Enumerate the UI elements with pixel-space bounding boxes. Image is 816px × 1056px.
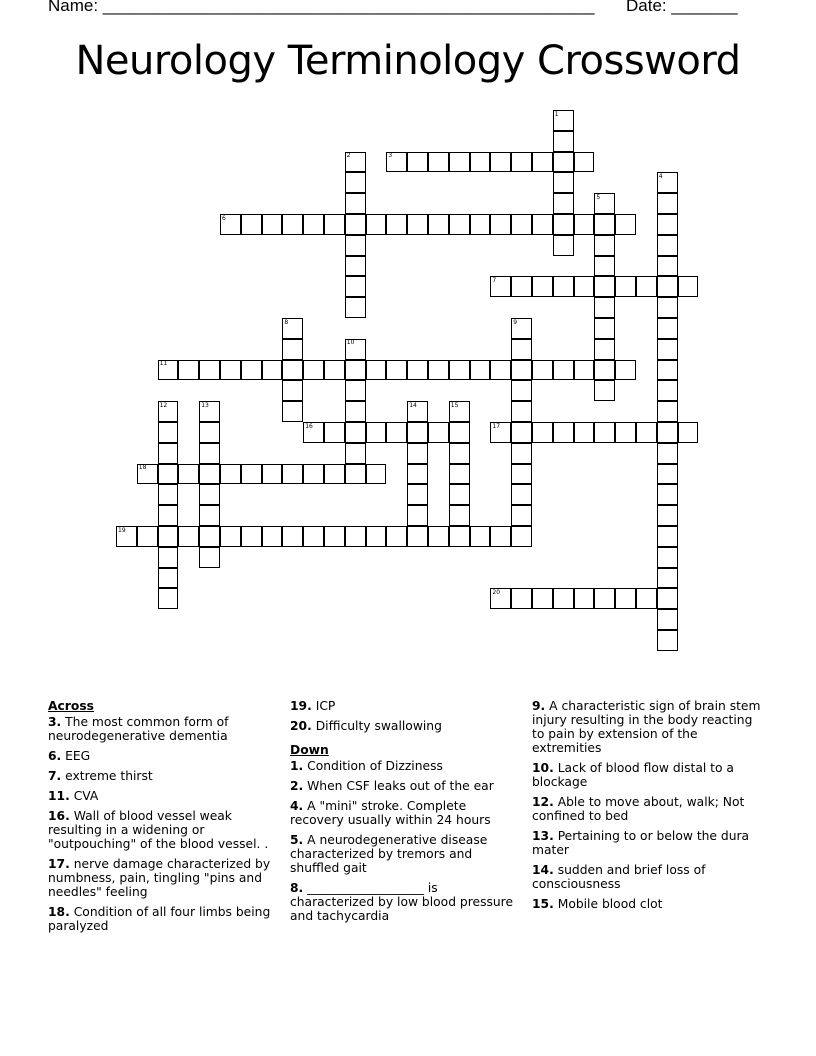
grid-cell[interactable]: [511, 339, 532, 360]
clue-number: 5: [596, 193, 601, 201]
grid-cell[interactable]: [574, 588, 595, 609]
grid-cell[interactable]: [158, 547, 179, 568]
grid-cell[interactable]: [262, 526, 283, 547]
grid-cell[interactable]: [511, 360, 532, 381]
grid-cell[interactable]: [178, 526, 199, 547]
clue-down-9: 9. A characteristic sign of brain stem injury resulting in the body reacting to pain by extension of the extremities: [532, 699, 761, 755]
clue-number: 19: [118, 526, 126, 534]
grid-cell[interactable]: [532, 214, 553, 235]
clue-down-12: 12. Able to move about, walk; Not confined to bed: [532, 795, 745, 823]
clue-number: 3: [388, 152, 393, 160]
grid-cell[interactable]: [553, 172, 574, 193]
grid-cell[interactable]: [199, 505, 220, 526]
grid-cell[interactable]: [553, 588, 574, 609]
grid-cell[interactable]: [158, 360, 179, 381]
grid-cell[interactable]: [594, 318, 615, 339]
clue-down-1: 1. Condition of Dizziness: [290, 759, 443, 773]
grid-cell[interactable]: [511, 380, 532, 401]
grid-cell[interactable]: [615, 360, 636, 381]
grid-cell[interactable]: [241, 214, 262, 235]
grid-cell[interactable]: [657, 443, 678, 464]
grid-cell[interactable]: [407, 443, 428, 464]
grid-cell[interactable]: [594, 380, 615, 401]
clue-number: 8: [284, 318, 289, 326]
grid-cell[interactable]: [449, 443, 470, 464]
grid-cell[interactable]: [199, 526, 220, 547]
grid-cell[interactable]: [615, 588, 636, 609]
grid-cell[interactable]: [220, 360, 241, 381]
grid-cell[interactable]: [366, 214, 387, 235]
grid-cell[interactable]: [282, 380, 303, 401]
clue-number: 13: [201, 401, 209, 409]
grid-cell[interactable]: [657, 235, 678, 256]
grid-cell[interactable]: [657, 464, 678, 485]
grid-cell[interactable]: [407, 422, 428, 443]
clue-down-5: 5. A neurodegenerative disease characterized by tremors and shuffled gait: [290, 833, 488, 875]
grid-cell[interactable]: [678, 422, 699, 443]
grid-cell[interactable]: [532, 422, 553, 443]
grid-cell[interactable]: [386, 152, 407, 173]
grid-cell[interactable]: [262, 464, 283, 485]
grid-cell[interactable]: [282, 318, 303, 339]
grid-cell[interactable]: [490, 152, 511, 173]
grid-cell[interactable]: [511, 505, 532, 526]
grid-cell[interactable]: [366, 422, 387, 443]
grid-cell[interactable]: [449, 484, 470, 505]
grid-cell[interactable]: [657, 547, 678, 568]
grid-cell[interactable]: [511, 464, 532, 485]
clue-number: 12: [159, 401, 168, 409]
grid-cell[interactable]: [657, 568, 678, 589]
grid-cell[interactable]: [345, 152, 366, 173]
grid-cell[interactable]: [303, 422, 324, 443]
grid-cell[interactable]: [636, 588, 657, 609]
grid-cell[interactable]: [345, 193, 366, 214]
clue-down-4: 4. A "mini" stroke. Complete recovery usually within 24 hours: [290, 799, 491, 827]
clue-number: 7: [492, 276, 497, 284]
grid-cell[interactable]: [553, 214, 574, 235]
clue-number: 1: [554, 110, 559, 118]
grid-cell[interactable]: [324, 526, 345, 547]
grid-cell[interactable]: [345, 172, 366, 193]
clue-down-10: 10. Lack of blood flow distal to a blockage: [532, 761, 734, 789]
grid-cell[interactable]: [532, 360, 553, 381]
grid-cell[interactable]: [345, 235, 366, 256]
grid-cell[interactable]: [407, 152, 428, 173]
grid-cell[interactable]: [657, 630, 678, 651]
clue-number: 14: [409, 401, 417, 409]
grid-cell[interactable]: [303, 214, 324, 235]
clue-number: 17: [492, 422, 501, 430]
grid-cell[interactable]: [366, 464, 387, 485]
grid-cell[interactable]: [594, 297, 615, 318]
grid-cell[interactable]: [324, 464, 345, 485]
grid-cell[interactable]: [574, 152, 595, 173]
clue-number: 16: [305, 422, 313, 430]
grid-cell[interactable]: [366, 360, 387, 381]
grid-cell[interactable]: [282, 360, 303, 381]
grid-cell[interactable]: [594, 360, 615, 381]
grid-cell[interactable]: [178, 360, 199, 381]
grid-cell[interactable]: [636, 422, 657, 443]
grid-cell[interactable]: [678, 276, 699, 297]
grid-cell[interactable]: [158, 568, 179, 589]
across-clue-list: [48, 715, 280, 933]
down-heading: Down: [290, 743, 329, 757]
clue-down-15: 15. Mobile blood clot: [532, 897, 663, 911]
grid-cell[interactable]: [449, 360, 470, 381]
clues-column-1: [48, 699, 280, 939]
grid-cell[interactable]: [636, 276, 657, 297]
grid-cell[interactable]: [366, 526, 387, 547]
grid-cell[interactable]: [532, 276, 553, 297]
grid-cell[interactable]: [532, 152, 553, 173]
grid-cell[interactable]: [158, 588, 179, 609]
grid-cell[interactable]: [199, 360, 220, 381]
name-field[interactable]: [48, 0, 594, 16]
grid-cell[interactable]: [199, 422, 220, 443]
grid-cell[interactable]: [553, 276, 574, 297]
grid-cell[interactable]: [511, 276, 532, 297]
grid-cell[interactable]: [345, 464, 366, 485]
clue-number: 18: [138, 464, 147, 472]
grid-cell[interactable]: [511, 422, 532, 443]
grid-cell[interactable]: [657, 214, 678, 235]
grid-cell[interactable]: [345, 526, 366, 547]
page-title: Neurology Terminology Crossword: [75, 38, 741, 84]
clue-number: 2: [346, 152, 351, 160]
grid-cell[interactable]: [345, 297, 366, 318]
clue-across-6: 6. EEG: [48, 749, 91, 763]
grid-cell[interactable]: [116, 526, 137, 547]
clue-number: 9: [513, 318, 518, 326]
clue-down-8: 8. ___________________ is characterized by low blood pressure and tachycardia: [290, 881, 514, 923]
grid-cell[interactable]: [345, 360, 366, 381]
grid-cell[interactable]: [386, 526, 407, 547]
grid-cell[interactable]: [615, 276, 636, 297]
grid-cell[interactable]: [303, 360, 324, 381]
grid-cell[interactable]: [345, 214, 366, 235]
clue-number: 6: [222, 214, 226, 222]
grid-cell[interactable]: [657, 505, 678, 526]
clue-down-2: 2. When CSF leaks out of the ear: [290, 779, 494, 793]
grid-cell[interactable]: [470, 526, 491, 547]
clue-across-3: 3. The most common form of neurodegenerative dementia: [48, 715, 229, 743]
grid-cell[interactable]: [324, 214, 345, 235]
grid-cell[interactable]: [407, 484, 428, 505]
name-label: Name:: [48, 0, 103, 15]
grid-cell[interactable]: [241, 526, 262, 547]
grid-cell[interactable]: [449, 152, 470, 173]
grid-cell[interactable]: [657, 526, 678, 547]
grid-cell[interactable]: [657, 484, 678, 505]
grid-cell[interactable]: [615, 214, 636, 235]
grid-cell[interactable]: [428, 214, 449, 235]
clue-number: 4: [658, 172, 663, 180]
grid-cell[interactable]: [511, 214, 532, 235]
grid-cell[interactable]: [158, 401, 179, 422]
grid-cell[interactable]: [490, 276, 511, 297]
grid-cell[interactable]: [345, 422, 366, 443]
grid-cell[interactable]: [345, 443, 366, 464]
grid-cell[interactable]: [594, 276, 615, 297]
across-heading: Across: [48, 699, 94, 713]
clues-column-2: [290, 699, 522, 929]
grid-cell[interactable]: [158, 443, 179, 464]
grid-cell[interactable]: [158, 464, 179, 485]
grid-cell[interactable]: [594, 588, 615, 609]
grid-cell[interactable]: [574, 214, 595, 235]
grid-cell[interactable]: [345, 339, 366, 360]
grid-cell[interactable]: [490, 214, 511, 235]
grid-cell[interactable]: [407, 214, 428, 235]
clue-number: 10: [346, 339, 355, 347]
clue-number: 15: [450, 401, 459, 409]
grid-cell[interactable]: [511, 401, 532, 422]
grid-cell[interactable]: [511, 484, 532, 505]
grid-cell[interactable]: [449, 526, 470, 547]
clue-across-18: 18. Condition of all four limbs being paralyzed: [48, 905, 271, 933]
grid-cell[interactable]: [345, 276, 366, 297]
clue-down-14: 14. sudden and brief loss of consciousness: [532, 863, 706, 891]
grid-cell[interactable]: [407, 526, 428, 547]
grid-cell[interactable]: [470, 152, 491, 173]
grid-cell[interactable]: [220, 526, 241, 547]
grid-cell[interactable]: [282, 401, 303, 422]
grid-cell[interactable]: [386, 422, 407, 443]
grid-cell[interactable]: [574, 360, 595, 381]
date-label: Date:: [626, 0, 672, 15]
grid-cell[interactable]: [324, 360, 345, 381]
grid-cell[interactable]: [657, 609, 678, 630]
grid-cell[interactable]: [657, 318, 678, 339]
grid-cell[interactable]: [553, 110, 574, 131]
grid-cell[interactable]: [407, 505, 428, 526]
grid-cell[interactable]: [262, 360, 283, 381]
grid-cell[interactable]: [220, 464, 241, 485]
grid-cell[interactable]: [574, 276, 595, 297]
grid-cell[interactable]: [282, 464, 303, 485]
grid-cell[interactable]: [137, 464, 158, 485]
grid-cell[interactable]: [511, 152, 532, 173]
grid-cell[interactable]: [158, 422, 179, 443]
grid-cell[interactable]: [241, 360, 262, 381]
grid-cell[interactable]: [657, 276, 678, 297]
grid-cell[interactable]: [324, 422, 345, 443]
grid-cell[interactable]: [594, 256, 615, 277]
grid-cell[interactable]: [282, 339, 303, 360]
clue-down-13: 13. Pertaining to or below the dura mater: [532, 829, 750, 857]
grid-cell[interactable]: [199, 443, 220, 464]
grid-cell[interactable]: [594, 339, 615, 360]
grid-cell[interactable]: [553, 422, 574, 443]
grid-cell[interactable]: [199, 464, 220, 485]
grid-cell[interactable]: [470, 214, 491, 235]
clue-number: 20: [492, 588, 501, 596]
clue-across-20: 20. Difficulty swallowing: [290, 719, 442, 733]
grid-cell[interactable]: [428, 526, 449, 547]
grid-cell[interactable]: [262, 214, 283, 235]
grid-cell[interactable]: [657, 422, 678, 443]
grid-cell[interactable]: [511, 318, 532, 339]
grid-cell[interactable]: [407, 464, 428, 485]
grid-cell[interactable]: [511, 588, 532, 609]
grid-cell[interactable]: [303, 464, 324, 485]
clues-column-3: [532, 699, 764, 917]
grid-cell[interactable]: [449, 401, 470, 422]
grid-cell[interactable]: [615, 422, 636, 443]
grid-cell[interactable]: [657, 401, 678, 422]
grid-cell[interactable]: [345, 380, 366, 401]
grid-cell[interactable]: [137, 526, 158, 547]
grid-cell[interactable]: [511, 443, 532, 464]
grid-cell[interactable]: [490, 588, 511, 609]
grid-cell[interactable]: [386, 214, 407, 235]
clue-across-11: 11. CVA: [48, 789, 99, 803]
grid-cell[interactable]: [553, 193, 574, 214]
grid-cell[interactable]: [574, 422, 595, 443]
clue-across-17: 17. nerve damage characterized by numbness, pain, tingling "pins and needles" feeling: [48, 857, 271, 899]
grid-cell[interactable]: [470, 360, 491, 381]
grid-cell[interactable]: [657, 193, 678, 214]
grid-cell[interactable]: [158, 526, 179, 547]
grid-cell[interactable]: [594, 193, 615, 214]
grid-cell[interactable]: [511, 526, 532, 547]
grid-cell[interactable]: [553, 235, 574, 256]
grid-cell[interactable]: [657, 588, 678, 609]
grid-cell[interactable]: [158, 484, 179, 505]
grid-cell[interactable]: [199, 484, 220, 505]
clue-across-19: 19. ICP: [290, 699, 336, 713]
grid-cell[interactable]: [532, 588, 553, 609]
grid-cell[interactable]: [282, 526, 303, 547]
date-field[interactable]: [626, 0, 738, 16]
grid-cell[interactable]: [657, 380, 678, 401]
grid-cell[interactable]: [657, 360, 678, 381]
grid-cell[interactable]: [449, 464, 470, 485]
grid-cell[interactable]: [657, 339, 678, 360]
grid-cell[interactable]: [490, 422, 511, 443]
grid-cell[interactable]: [220, 214, 241, 235]
grid-cell[interactable]: [241, 464, 262, 485]
grid-cell[interactable]: [199, 547, 220, 568]
grid-cell[interactable]: [282, 214, 303, 235]
grid-cell[interactable]: [553, 360, 574, 381]
grid-cell[interactable]: [449, 214, 470, 235]
grid-cell[interactable]: [594, 214, 615, 235]
grid-cell[interactable]: [428, 360, 449, 381]
grid-cell[interactable]: [657, 256, 678, 277]
grid-cell[interactable]: [657, 172, 678, 193]
clue-number: 11: [159, 360, 168, 368]
grid-cell[interactable]: [449, 422, 470, 443]
grid-cell[interactable]: [158, 505, 179, 526]
clue-across-16: 16. Wall of blood vessel weak resulting in a widening or "outpouching" of the blood vessel. .: [48, 809, 269, 851]
grid-cell[interactable]: [345, 256, 366, 277]
grid-cell[interactable]: [428, 422, 449, 443]
date-line: _______: [671, 0, 738, 15]
grid-cell[interactable]: [553, 131, 574, 152]
grid-cell[interactable]: [594, 235, 615, 256]
grid-cell[interactable]: [407, 360, 428, 381]
grid-cell[interactable]: [386, 360, 407, 381]
grid-cell[interactable]: [657, 297, 678, 318]
name-line: ____________________________________________________: [102, 0, 595, 15]
clue-across-7: 7. extreme thirst: [48, 769, 153, 783]
grid-cell[interactable]: [199, 401, 220, 422]
grid-cell[interactable]: [178, 464, 199, 485]
grid-cell[interactable]: [490, 526, 511, 547]
grid-cell[interactable]: [553, 152, 574, 173]
grid-cell[interactable]: [428, 152, 449, 173]
grid-cell[interactable]: [345, 401, 366, 422]
grid-cell[interactable]: [490, 360, 511, 381]
grid-cell[interactable]: [449, 505, 470, 526]
grid-cell[interactable]: [594, 422, 615, 443]
grid-cell[interactable]: [303, 526, 324, 547]
grid-cell[interactable]: [407, 401, 428, 422]
